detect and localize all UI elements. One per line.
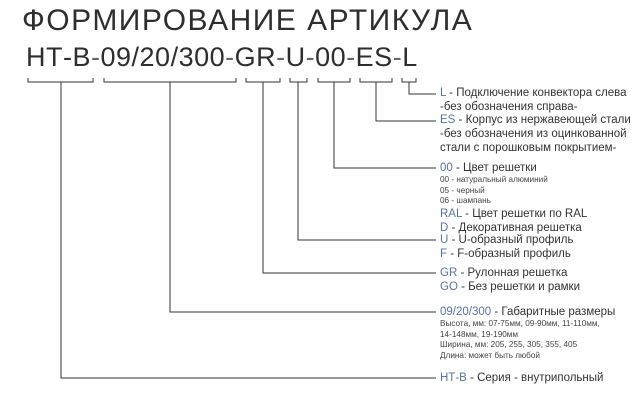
color-option: 05 - черный [440, 185, 485, 195]
desc-series-label: Серия - внутрипольный [477, 372, 604, 384]
bracket-body [360, 78, 392, 82]
desc-ral-key: RAL [440, 207, 462, 220]
desc-body-label: Корпус из нержавеющей стали [465, 114, 631, 126]
code-separator: - [392, 42, 403, 72]
bracket-connection [402, 78, 416, 82]
desc-connection: L - Подключение конвектора слева -без обозначения справа- [440, 87, 627, 113]
desc-ral-label: Цвет решетки по RAL [472, 207, 588, 220]
code-separator: - [91, 42, 101, 72]
bracket-color [318, 78, 350, 82]
leader-color [334, 82, 436, 168]
desc-dimensions-label: Габаритные размеры [501, 306, 616, 318]
desc-profile-u-key: U [440, 234, 449, 246]
desc-grille-gr-label: Рулонная решетка [467, 267, 568, 279]
bracket-grille [246, 78, 280, 82]
code-connection: L [402, 42, 418, 72]
desc-body-key: ES [440, 114, 456, 126]
leader-series [61, 82, 436, 378]
code-grille: GR [234, 42, 277, 72]
desc-grille-go-label: Без решетки и рамки [468, 281, 581, 293]
desc-decor-label: Декоративная решетка [458, 221, 582, 234]
leader-grille [263, 82, 436, 273]
dimensions-height-cont: 14-148мм, 19-190мм [440, 329, 519, 339]
desc-grille-go-key: GO [440, 281, 458, 293]
code-separator: - [305, 42, 316, 72]
desc-profile-f-label: F-образный профиль [457, 248, 571, 260]
desc-connection-label: Подключение конвектора слева [456, 87, 627, 99]
code-body: ES [355, 42, 393, 72]
desc-body: ES - Корпус из нержавеющей стали -без обозначения из оцинкованной стали с порошковым покрытием- [440, 114, 631, 154]
code-separator: - [225, 42, 235, 72]
bracket-profile [290, 78, 307, 82]
page-title: ФОРМИРОВАНИЕ АРТИКУЛА [22, 4, 474, 37]
leader-body [376, 82, 436, 121]
desc-series: НТ-В - Серия - внутрипольный [440, 372, 604, 384]
desc-grille: GR - Рулонная решетка GO - Без решетки и рамки [440, 267, 581, 293]
leader-connection [409, 82, 436, 94]
desc-color: 00 - Цвет решетки 00 - натуральный алюминий 05 - черный 06 - шампань RAL - Цвет решетки по RAL D - Декоративная решетка [440, 162, 588, 234]
bracket-series [28, 78, 93, 82]
leader-profile [298, 82, 436, 240]
code-color: 00 [315, 42, 347, 72]
desc-color-key: 00 [440, 162, 453, 174]
desc-profile: U - U-образный профиль F - F-образный профиль [440, 234, 574, 260]
color-option: 00 - натуральный алюминий [440, 175, 548, 184]
desc-connection-note: -без обозначения справа- [440, 101, 578, 113]
leader-dims [170, 82, 436, 312]
code-separator: - [346, 42, 356, 72]
code-series: НТ-В [26, 42, 91, 72]
dimensions-height: Высота, мм: 07-75мм, 09-90мм, 11-110мм, [440, 319, 600, 328]
code-profile: U [285, 42, 306, 72]
desc-grille-gr-key: GR [440, 267, 458, 279]
dimensions-width: Ширина, мм: 205, 255, 305, 355, 405 [440, 340, 578, 349]
desc-connection-key: L [440, 87, 446, 99]
desc-dimensions-key: 09/20/300 [440, 306, 492, 318]
bracket-dims [104, 78, 236, 82]
code-dimensions: 09/20/300 [100, 42, 226, 72]
color-option: 06 - шампань [440, 196, 491, 205]
desc-color-label: Цвет решетки [463, 162, 537, 174]
desc-decor-key: D [440, 221, 449, 234]
code-separator: - [276, 42, 286, 72]
desc-body-note1: -без обозначения из оцинкованной [440, 128, 627, 140]
dimensions-length: Длина: может быть любой [440, 350, 540, 360]
desc-profile-f-key: F [440, 248, 448, 260]
desc-series-key: НТ-В [440, 372, 467, 384]
desc-profile-u-label: U-образный профиль [458, 234, 574, 246]
desc-dimensions: 09/20/300 - Габаритные размеры Высота, мм: 07-75мм, 09-90мм, 11-110мм, 14-148мм, 19-190мм Ширина, мм: 205, 255, 305, 355, 405 Длина: может быть любой [440, 306, 616, 360]
desc-body-note2: стали с порошковым покрытием- [440, 142, 617, 154]
